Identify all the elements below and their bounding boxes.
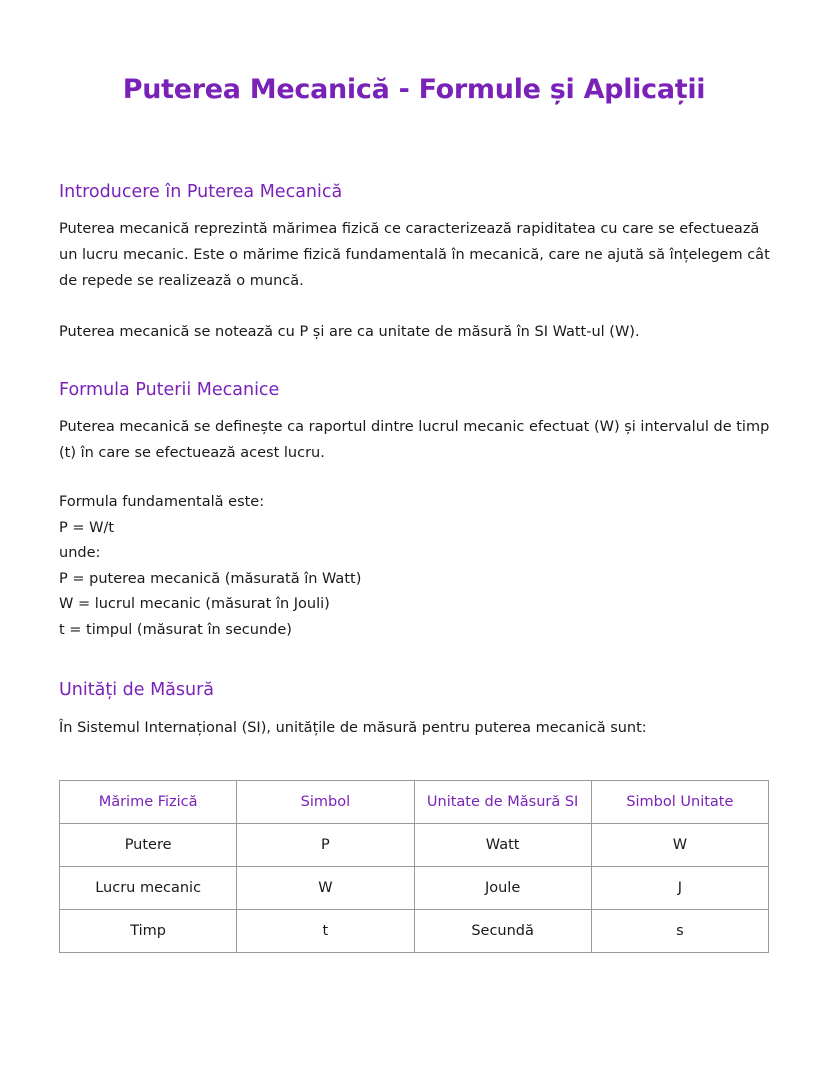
formula-lines <box>59 490 771 643</box>
formula-def-power: P = puterea mecanică (măsurată în Watt) <box>59 570 362 587</box>
formula-paragraph: Puterea mecanică se definește ca raportul dintre lucrul mecanic efectuat (W) și intervalul de timp (t) în care se efectuează acest lucru. <box>59 419 770 461</box>
table-cell: Watt <box>414 824 591 867</box>
formula-intro-line: Formula fundamentală este: <box>59 494 265 510</box>
units-paragraph: În Sistemul Internațional (SI), unitățile de măsură pentru puterea mecanică sunt: <box>59 720 647 736</box>
formula-equation: P = W/t <box>59 519 115 536</box>
table-cell: W <box>591 824 768 867</box>
table-cell: Putere <box>60 824 237 867</box>
table-row <box>60 824 769 867</box>
table-cell: Lucru mecanic <box>60 867 237 910</box>
table-header-cell: Mărime Fizică <box>60 781 237 824</box>
table-cell: J <box>591 867 768 910</box>
table-header-cell: Unitate de Măsură SI <box>414 781 591 824</box>
units-heading: Unități de Măsură <box>59 680 215 700</box>
formula-heading: Formula Puterii Mecanice <box>59 380 280 400</box>
intro-paragraph-2: Puterea mecanică se notează cu P și are ca unitate de măsură în SI Watt-ul (W). <box>59 324 640 340</box>
table-cell: Secundă <box>414 910 591 953</box>
table-cell: Joule <box>414 867 591 910</box>
table-cell: W <box>237 867 414 910</box>
table-cell: s <box>591 910 768 953</box>
page-title: Puterea Mecanică - Formule și Aplicații <box>122 74 706 105</box>
formula-def-time: t = timpul (măsurat în secunde) <box>59 621 292 638</box>
formula-where-line: unde: <box>59 545 101 561</box>
table-cell: Timp <box>60 910 237 953</box>
table-cell: P <box>237 824 414 867</box>
table-header-cell: Simbol <box>237 781 414 824</box>
table-header-row <box>60 781 769 824</box>
table-row <box>60 910 769 953</box>
table-header-cell: Simbol Unitate <box>591 781 768 824</box>
units-table <box>59 780 769 953</box>
table-row <box>60 867 769 910</box>
table-cell: t <box>237 910 414 953</box>
intro-heading: Introducere în Puterea Mecanică <box>59 182 343 202</box>
formula-def-work: W = lucrul mecanic (măsurat în Jouli) <box>59 596 330 612</box>
intro-paragraph-1: Puterea mecanică reprezintă mărimea fizică ce caracterizează rapiditatea cu care se efectuează un lucru mecanic. Este o mărime fizică fundamentală în mecanică, care ne ajută să înțelegem cât de repede se realizează o muncă. <box>59 221 770 289</box>
